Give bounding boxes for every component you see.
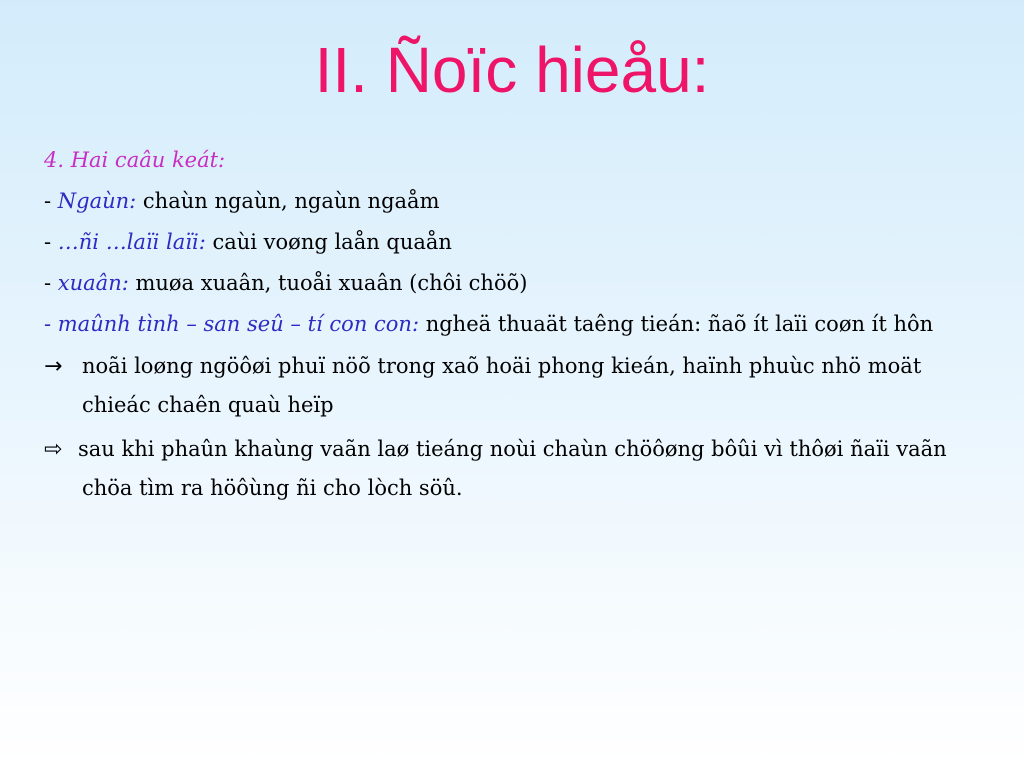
slide-title: II. Ñoïc hieåu: bbox=[314, 34, 710, 106]
bullet-dash: - bbox=[44, 189, 58, 213]
bullet-item bbox=[44, 265, 1004, 306]
bullet-term: - maûnh tình – san seû – tí con con: bbox=[44, 312, 420, 336]
conclusion-item bbox=[44, 347, 1004, 424]
bullet-term: xuaân: bbox=[57, 271, 129, 295]
bullet-item bbox=[44, 183, 1004, 224]
bullet-term: Ngaùn: bbox=[57, 189, 137, 213]
bullet-item bbox=[44, 224, 1004, 265]
bullet-item bbox=[44, 306, 1004, 347]
section-heading-text: 4. Hai caâu keát: bbox=[44, 148, 226, 172]
bullet-text: caùi voøng laån quaån bbox=[205, 230, 452, 254]
section-heading bbox=[44, 142, 1004, 183]
conclusion-line: sau khi phaûn khaùng vaãn laø tieáng noùi chaùn chöôøng bôûi vì thôøi ñaïi vaãn bbox=[78, 437, 947, 461]
conclusion-item bbox=[44, 430, 1004, 507]
bullet-dash: - bbox=[44, 230, 58, 254]
outline-arrow-right-icon: ⇨ bbox=[44, 437, 63, 462]
slide-content bbox=[44, 142, 1004, 507]
conclusion-line: noãi loøng ngöôøi phuï nöõ trong xaõ hoäi phong kieán, haïnh phuùc nhö moät bbox=[82, 354, 922, 378]
arrow-right-icon: → bbox=[44, 354, 63, 379]
bullet-text: chaùn ngaùn, ngaùn ngaåm bbox=[136, 189, 440, 213]
bullet-term: …ñi …laïi laïi: bbox=[57, 230, 206, 254]
bullet-text: muøa xuaân, tuoåi xuaân (chôi chöõ) bbox=[128, 271, 528, 295]
conclusion-line: chöa tìm ra höôùng ñi cho lòch söû. bbox=[82, 476, 463, 500]
bullet-dash: - bbox=[44, 271, 58, 295]
conclusion-line: chieác chaên quaù heïp bbox=[82, 393, 334, 417]
bullet-text: ngheä thuaät taêng tieán: ñaõ ít laïi coøn ít hôn bbox=[419, 312, 934, 336]
